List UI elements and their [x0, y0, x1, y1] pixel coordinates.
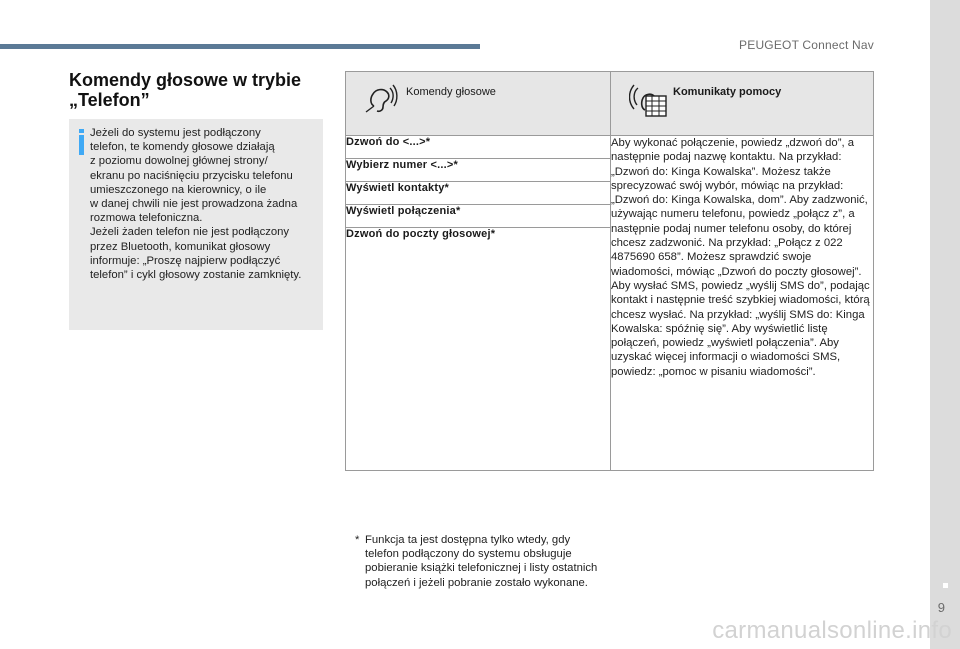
- command-show-contacts: Wyświetl kontakty*: [346, 182, 611, 205]
- voice-command-icon: [364, 84, 398, 117]
- command-dial-number: Wybierz numer <...>*: [346, 159, 611, 182]
- page-side-strip: [930, 0, 960, 649]
- section-title-line2: „Telefon”: [69, 90, 150, 110]
- table-header-help-label: Komunikaty pomocy: [673, 86, 782, 98]
- page-number: 9: [937, 600, 945, 615]
- table-header-help: [611, 72, 874, 136]
- footnote-marker: *: [355, 534, 360, 546]
- section-title: [69, 70, 329, 110]
- voice-help-icon: [629, 84, 669, 121]
- help-text: Aby wykonać połączenie, powiedz „dzwoń do”, a następnie podaj nazwę kontaktu. Na przykład: „Dzwoń do: Kinga Kowalska”. Możesz także sprecyzować swój wybór, mówiąc na przykład: „Dzwoń do: Kinga Kowalska, dom”. Aby zadzwonić, używając numeru telefonu, powiedz „połącz z”, a następnie podaj numer telefonu osoby, do której chcesz zadzwonić. Na przykład: „Połącz z 022 4875690 658”. Możesz sprawdzić swoje wiadomości, mówiąc „Dzwoń do poczty głosowej”. Aby wysłać SMS, powiedz „wyślij SMS do”, podając kontakt i następnie treść szybkiej wiadomości, którą chcesz wysłać. Na przykład: „wyślij SMS do: Kinga Kowalska: spóźnię się”. Aby wyświetlić listę połączeń, powiedz „wyświetl połączenia”. Aby uzyskać więcej informacji o wiadomości SMS, powiedz: „pomoc w pisaniu wiadomości”.: [611, 136, 874, 471]
- voice-commands-table: [345, 71, 874, 471]
- command-voicemail: Dzwoń do poczty głosowej*: [346, 228, 611, 471]
- page-marker-square: [943, 583, 948, 588]
- table-header-commands: [346, 72, 611, 136]
- table-header-commands-label: Komendy głosowe: [406, 86, 496, 98]
- table-row: [346, 136, 874, 159]
- info-box: [69, 119, 323, 330]
- command-show-calls: Wyświetl połączenia*: [346, 205, 611, 228]
- header-brand: PEUGEOT Connect Nav: [739, 38, 874, 52]
- header-accent-bar: [0, 44, 480, 49]
- footnote: [355, 533, 605, 590]
- info-text: Jeżeli do systemu jest podłączony telefon, te komendy głosowe działają z poziomu dowolnej głównej strony/ ekranu po naciśnięciu przycisku telefonu umieszczonego na kierownicy, o ile w danej chwili nie jest prowadzona żadna rozmowa telefoniczna. Jeżeli żaden telefon nie jest podłączony przez Bluetooth, komunikat głosowy informuje: „Proszę najpierw podłączyć telefon” i cykl głosowy zostanie zamknięty.: [90, 127, 302, 282]
- info-icon: [77, 129, 86, 155]
- command-call: Dzwoń do <...>*: [346, 136, 611, 159]
- footnote-text: Funkcja ta jest dostępna tylko wtedy, gdy telefon podłączony do systemu obsługuje pobieranie książki telefonicznej i listy ostatnich połączeń i jeżeli pobranie zostało wykonane.: [365, 534, 598, 589]
- watermark: carmanualsonline.info: [712, 617, 952, 644]
- section-title-line1: Komendy głosowe w trybie: [69, 70, 302, 90]
